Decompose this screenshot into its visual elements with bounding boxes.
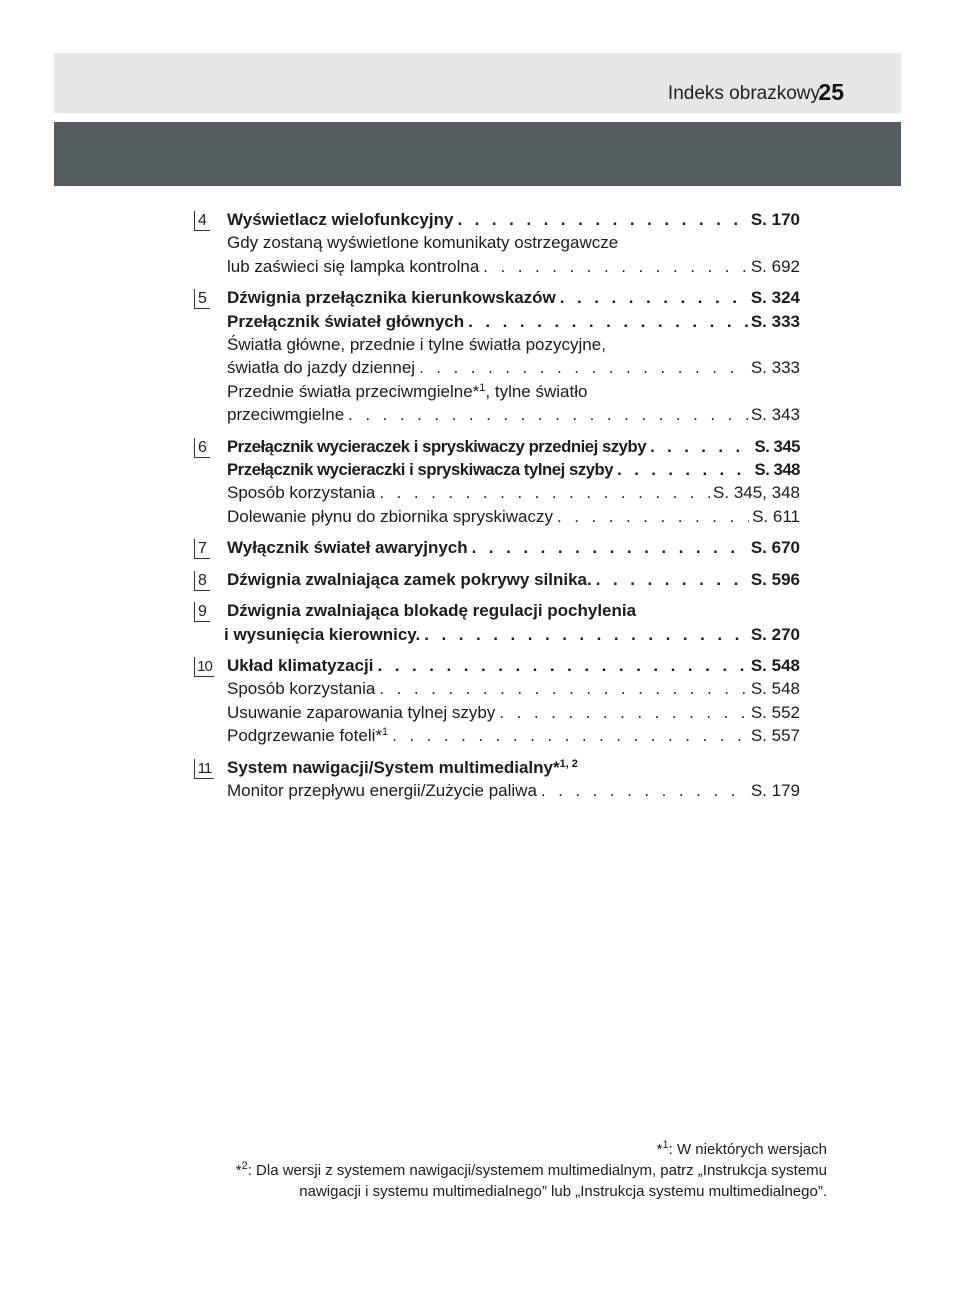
- page-ref: S. 170: [750, 210, 800, 229]
- entry-subtitle: Dolewanie płynu do zbiornika spryskiwaczy: [227, 506, 553, 526]
- page-header-title: Indeks obrazkowy: [667, 83, 820, 104]
- page-ref: S. 670: [750, 538, 800, 558]
- entry-title: Przełącznik świateł głównych: [227, 311, 465, 331]
- entry-subtitle: światła do jazdy dziennej: [227, 358, 416, 378]
- page-ref: S. 345, 348: [713, 483, 800, 503]
- entry-line: [227, 208, 800, 231]
- entry-title: i wysunięcia kierownicy.: [224, 624, 421, 644]
- footnotes: [107, 1139, 827, 1202]
- entry-title: Dźwignia zwalniająca zamek pokrywy silnika.: [227, 569, 592, 589]
- entry-subtitle: [227, 724, 388, 747]
- entry-line: [227, 505, 800, 528]
- entry-line: [227, 458, 800, 481]
- footnote-mark: *: [235, 1162, 242, 1179]
- entry-line: [227, 286, 800, 309]
- leader-dots: [617, 458, 751, 481]
- entry-number: 8: [194, 571, 210, 591]
- page-ref: S. 333: [750, 311, 800, 331]
- footnote-2-cont: nawigacji i systemu multimedialnego” lub „Instrukcja systemu multimedialnego”.: [299, 1183, 827, 1200]
- index-entry: [194, 286, 800, 426]
- leader-dots: [457, 208, 747, 231]
- index-entry: [194, 756, 800, 803]
- footnote-2: [107, 1160, 827, 1181]
- entry-subtitle: Sposób korzystania: [227, 679, 376, 699]
- entry-title: Wyłącznik świateł awaryjnych: [227, 538, 468, 558]
- leader-dots: [596, 568, 748, 591]
- leader-dots: [650, 435, 751, 458]
- entry-line: [227, 356, 800, 379]
- entry-title: Układ klimatyzacji: [227, 655, 374, 675]
- page-ref: S. 333: [750, 358, 800, 378]
- entry-number: 7: [194, 539, 210, 559]
- footnote-text: : W niektórych wersjach: [668, 1141, 827, 1158]
- entry-line: [227, 435, 800, 458]
- entry-number: 11: [194, 759, 214, 779]
- entry-title: Przełącznik wycieraczki i spryskiwacza tylnej szyby: [227, 460, 614, 480]
- entry-line: [227, 701, 800, 724]
- footnote-ref: 1, 2: [559, 757, 578, 770]
- leader-dots: [379, 481, 710, 504]
- entry-title: Dźwignia przełącznika kierunkowskazów: [227, 288, 556, 308]
- entry-line: [227, 599, 800, 622]
- footnote-mark: *: [656, 1141, 663, 1158]
- entry-number: 6: [194, 438, 210, 458]
- leader-dots: [483, 255, 748, 278]
- entry-number: 4: [194, 211, 210, 231]
- entry-subtitle-text: Podgrzewanie foteli*: [227, 726, 382, 746]
- entry-line: [227, 403, 800, 426]
- entry-title: Przełącznik wycieraczek i spryskiwaczy przedniej szyby: [227, 436, 647, 456]
- entry-title: System nawigacji/System multimedialny*: [227, 757, 560, 777]
- entry-line: [227, 724, 800, 747]
- entry-line: [224, 623, 800, 646]
- footnote-sup: 2: [241, 1160, 248, 1172]
- leader-dots: [560, 286, 748, 309]
- index-entry: [194, 536, 800, 559]
- entry-line: [227, 255, 800, 278]
- entry-line: [227, 380, 800, 403]
- page-ref: S. 348: [754, 460, 800, 480]
- leader-dots: [424, 623, 748, 646]
- leader-dots: [348, 403, 748, 426]
- leader-dots: [499, 701, 747, 724]
- index-entry: [194, 435, 800, 529]
- entry-line: [227, 677, 800, 700]
- entry-number: 9: [194, 602, 210, 622]
- index-entry: [194, 654, 800, 748]
- footnote-text: : Dla wersji z systemem nawigacji/systemem multimedialnym, patrz „Instrukcja systemu: [247, 1162, 827, 1179]
- entry-line: [227, 231, 800, 254]
- entry-title: Dźwignia zwalniająca blokadę regulacji pochylenia: [227, 601, 637, 621]
- footnote-1: [107, 1139, 827, 1160]
- entry-subtitle: Światła główne, przednie i tylne światła pozycyjne,: [227, 335, 606, 355]
- leader-dots: [392, 724, 748, 747]
- page-ref: S. 611: [752, 506, 800, 526]
- leader-dots: [557, 505, 749, 528]
- entry-line: [227, 310, 800, 333]
- page-ref: S. 270: [750, 624, 800, 644]
- entry-number: 10: [194, 657, 214, 677]
- page-ref: S. 552: [750, 702, 800, 722]
- entry-number: 5: [194, 289, 210, 309]
- entry-subtitle: Monitor przepływu energii/Zużycie paliwa: [227, 780, 537, 800]
- entry-line: [227, 654, 800, 677]
- page-ref: S. 692: [750, 256, 800, 276]
- entry-title: Wyświetlacz wielofunkcyjny: [227, 210, 454, 229]
- entry-subtitle: Gdy zostaną wyświetlone komunikaty ostrzegawcze: [227, 233, 619, 253]
- leader-dots: [541, 779, 748, 802]
- leader-dots: [377, 654, 747, 677]
- page-ref: S. 548: [750, 679, 800, 699]
- page-ref: S. 596: [750, 569, 800, 589]
- leader-dots: [419, 356, 748, 379]
- entry-line: [227, 779, 800, 802]
- page-ref: S. 324: [750, 288, 800, 308]
- footnote-ref: 1: [381, 726, 389, 739]
- entry-line: [227, 333, 800, 356]
- footnote-ref: 1: [479, 381, 486, 394]
- section-banner: [54, 122, 901, 186]
- page-ref: S. 548: [750, 655, 800, 675]
- entry-subtitle: przeciwmgielne: [227, 405, 345, 425]
- entry-line: [227, 756, 800, 779]
- page-ref: S. 345: [754, 436, 800, 456]
- leader-dots: [468, 310, 748, 333]
- entry-line: [227, 568, 800, 591]
- footnote-sup: 1: [662, 1139, 669, 1151]
- entry-subtitle: lub zaświeci się lampka kontrolna: [227, 256, 480, 276]
- index-entry: [194, 208, 800, 278]
- entry-subtitle: Usuwanie zaparowania tylnej szyby: [227, 702, 496, 722]
- entry-line: [227, 536, 800, 559]
- index-entries: [194, 208, 800, 810]
- entry-subtitle-cont: , tylne światło: [485, 381, 588, 401]
- page-number: 25: [818, 79, 844, 105]
- index-entry: [194, 568, 800, 591]
- entry-line: [227, 481, 800, 504]
- index-entry: [194, 599, 800, 646]
- page-ref: S. 557: [750, 726, 800, 746]
- page-ref: S. 343: [750, 405, 800, 425]
- leader-dots: [472, 536, 748, 559]
- leader-dots: [379, 677, 747, 700]
- page-ref: S. 179: [750, 780, 800, 800]
- entry-subtitle: Przednie światła przeciwmgielne*: [227, 381, 480, 401]
- entry-subtitle: Sposób korzystania: [227, 483, 376, 503]
